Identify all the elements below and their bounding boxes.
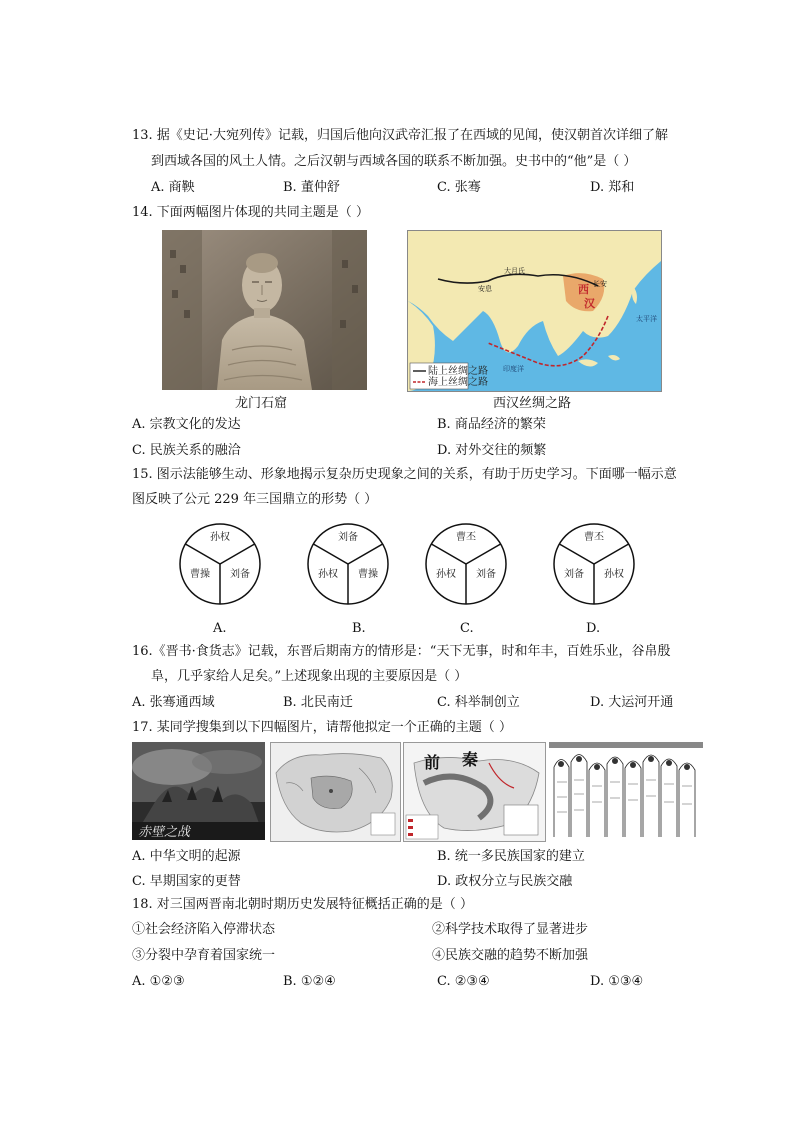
diagram-d	[552, 518, 636, 614]
q18-statement-4: ④民族交融的趋势不断加强	[432, 948, 589, 963]
map-label-xi: 西	[578, 283, 589, 296]
caption-longmen: 龙门石窟	[235, 396, 288, 411]
silk-road-map	[407, 230, 662, 392]
diagram-b	[306, 518, 390, 614]
diagram-d-top: 曹丕	[584, 532, 604, 543]
former-qin-label-qian: 前	[424, 753, 441, 772]
caption-silk-road: 西汉丝绸之路	[493, 396, 572, 411]
map-label-anxi: 安息	[478, 285, 492, 293]
legend-sea-route: 海上丝绸之路	[428, 377, 488, 388]
q14-option-a: A. 宗教文化的发达	[132, 417, 241, 432]
diagram-b-left: 孙权	[318, 569, 338, 580]
q16-option-b: B. 北民南迁	[283, 695, 353, 710]
q18-statement-2: ②科学技术取得了显著进步	[432, 922, 589, 937]
former-qin-map	[403, 742, 546, 842]
diagram-d-left: 刘备	[564, 569, 584, 580]
question-15-text-line2: 图反映了公元 229 年三国鼎立的形势（ ）	[132, 492, 378, 507]
chibi-battle-image	[132, 742, 265, 840]
diagram-d-right: 孙权	[604, 569, 624, 580]
diagram-a-top: 孙权	[210, 532, 230, 543]
map-label-pacific: 太平洋	[636, 315, 657, 323]
former-qin-label-qin: 秦	[462, 750, 479, 769]
q17-option-a: A. 中华文明的起源	[132, 849, 241, 864]
diagram-d-label: D.	[586, 621, 601, 636]
q18-option-d: D. ①③④	[590, 974, 644, 989]
diagram-a-label: A.	[213, 621, 227, 636]
q18-statement-1: ①社会经济陷入停滞状态	[132, 922, 276, 937]
q14-option-d: D. 对外交往的频繁	[437, 443, 547, 458]
map-label-han: 汉	[584, 297, 595, 310]
map-label-indian-ocean: 印度洋	[503, 365, 524, 373]
question-17-text: 17. 某同学搜集到以下四幅图片，请帮他拟定一个正确的主题（ ）	[132, 720, 512, 735]
q16-option-d: D. 大运河开通	[590, 695, 674, 710]
q17-option-c: C. 早期国家的更替	[132, 874, 241, 889]
q18-option-b: B. ①②④	[283, 974, 336, 989]
q16-option-c: C. 科举制创立	[437, 695, 520, 710]
map-label-dayuezhi: 大月氏	[504, 267, 525, 275]
q17-option-d: D. 政权分立与民族交融	[437, 874, 573, 889]
diagram-a-left: 曹操	[190, 569, 210, 580]
q18-option-a: A. ①②③	[132, 974, 185, 989]
diagram-c-left: 孙权	[436, 569, 456, 580]
q18-option-c: C. ②③④	[437, 974, 490, 989]
historical-map-gray	[270, 742, 401, 842]
question-13-text-line1: 13. 据《史记·大宛列传》记载，归国后他向汉武帝汇报了在西域的见闻，使汉朝首次详细了解	[132, 128, 668, 143]
question-15-text-line1: 15. 图示法能够生动、形象地揭示复杂历史现象之间的关系，有助于历史学习。下面哪一幅示意	[132, 467, 677, 482]
q13-option-d: D. 郑和	[590, 180, 635, 195]
chibi-title: 赤壁之战	[138, 825, 191, 840]
diagram-b-top: 刘备	[338, 532, 358, 543]
legend-land-route: 陆上丝绸之路	[428, 366, 488, 377]
longmen-grottoes-photo	[162, 230, 367, 390]
q13-option-c: C. 张骞	[437, 180, 481, 195]
question-16-text-line2: 阜，几乎家给人足矣。”上述现象出现的主要原因是（ ）	[151, 669, 468, 684]
diagram-b-label: B.	[352, 621, 366, 636]
q16-option-a: A. 张骞通西域	[132, 695, 215, 710]
q13-option-a: A. 商鞅	[151, 180, 195, 195]
q14-option-b: B. 商品经济的繁荣	[437, 417, 546, 432]
q14-option-c: C. 民族关系的融洽	[132, 443, 241, 458]
question-13-text-line2: 到西域各国的风土人情。之后汉朝与西域各国的联系不断加强。史书中的“他”是（ ）	[151, 154, 637, 169]
question-16-text-line1: 16.《晋书·食货志》记载，东晋后期南方的情形是：“天下无事，时和年丰，百姓乐业，谷帛殷	[132, 644, 671, 659]
diagram-c	[424, 518, 508, 614]
diagram-c-right: 刘备	[476, 569, 496, 580]
diagram-b-right: 曹操	[358, 569, 378, 580]
diagram-a	[178, 518, 262, 614]
diagram-c-label: C.	[460, 621, 474, 636]
q18-statement-3: ③分裂中孕育着国家统一	[132, 948, 276, 963]
q13-option-b: B. 董仲舒	[283, 180, 340, 195]
map-label-changan: 长安	[593, 280, 607, 288]
question-14-text: 14. 下面两幅图片体现的共同主题是（ ）	[132, 205, 369, 220]
diagram-a-right: 刘备	[230, 569, 250, 580]
procession-drawing	[549, 742, 703, 840]
question-18-text: 18. 对三国两晋南北朝时期历史发展特征概括正确的是（ ）	[132, 897, 473, 912]
q17-option-b: B. 统一多民族国家的建立	[437, 849, 585, 864]
diagram-c-top: 曹丕	[456, 532, 476, 543]
